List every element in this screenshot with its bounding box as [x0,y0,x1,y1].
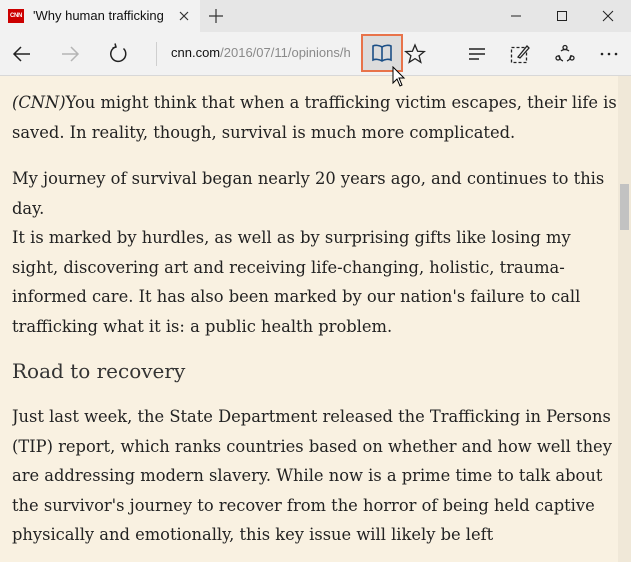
share-icon[interactable] [549,38,581,70]
window-close-icon[interactable] [585,0,631,32]
tab-title: 'Why human trafficking [33,8,164,23]
address-bar[interactable] [171,45,355,60]
address-domain: cnn.com [171,45,221,60]
web-note-icon[interactable] [504,38,536,70]
cnn-favicon-icon: CNN [8,9,24,23]
article-source: (CNN) [12,93,66,112]
reading-view-article [12,76,617,562]
tab-strip [0,0,631,32]
tab-close-icon[interactable] [176,8,192,24]
article-paragraph: It is marked by hurdles, as well as by surprising gifts like losing my sight, discovering art and receiving life-changing, holistic, trauma-informed care. It has also been marked by our nation's failure to call trafficking what it is: a public health problem. [12,228,581,336]
refresh-icon[interactable] [102,38,134,70]
vertical-scrollbar[interactable] [618,76,631,562]
scrollbar-thumb[interactable] [620,184,629,230]
article-lead-text: You might think that when a trafficking victim escapes, their life is saved. In reality, though, survival is much more complicated. [12,93,617,142]
address-path: /2016/07/11/opinions/h [220,45,351,60]
hub-icon[interactable] [461,38,493,70]
article-paragraph: My journey of survival began nearly 20 years ago, and continues to this day. [12,169,605,218]
maximize-icon[interactable] [539,0,585,32]
navigation-bar [0,32,631,76]
back-arrow-icon[interactable] [6,38,38,70]
minimize-icon[interactable] [493,0,539,32]
article-paragraph: Just last week, the State Department released the Trafficking in Persons (TIP) report, which ranks countries based on whether and how well they are addressing modern slavery. While now is a prime time to talk about the survivor's journey to recover from the horror of being held captive physically and emotionally, this key issue will likely be left [12,407,612,544]
article-section-heading: Road to recovery [12,359,186,383]
forward-arrow-icon[interactable] [54,38,86,70]
address-separator [156,42,157,66]
article-lead-paragraph [12,88,617,147]
more-options-icon[interactable] [593,38,625,70]
active-tab[interactable] [0,0,200,32]
book-icon [371,43,393,63]
new-tab-icon[interactable] [206,6,226,26]
